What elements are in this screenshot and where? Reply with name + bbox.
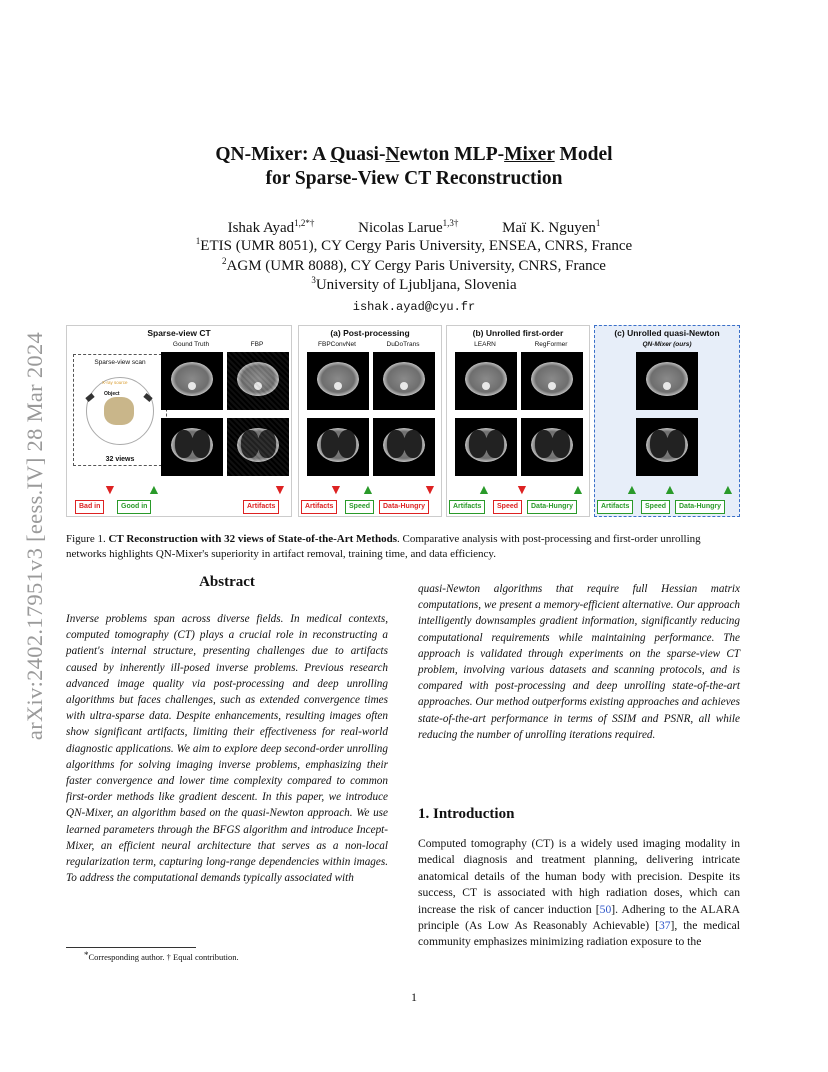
ct-image-ground-truth-chest	[161, 418, 223, 476]
panel-title: (c) Unrolled quasi-Newton	[614, 328, 720, 338]
column-label: QN-Mixer (ours)	[642, 341, 692, 348]
tag-speed: Speed	[641, 500, 670, 514]
abstract-text-right: quasi-Newton algorithms that require full Hessian matrix computations, we present a memory-efficient alternative. Our approach intelligently downsamples gradient information, significantly reducing computational requirements while maintaining performance. The approach is validated through experiments on the sparse-view CT problem, involving various datasets and scanning protocols, and is compared with post-processing and deep unrolling state-of-the-art approaches. Our method outperforms existing approaches and achieves state-of-the-art performance in terms of SSIM and PSNR, all while reducing the number of unrolling iterations required.	[418, 583, 740, 741]
object-icon	[104, 397, 134, 425]
panel-title: (b) Unrolled first-order	[472, 328, 564, 338]
ct-image-ground-truth-pelvis	[161, 352, 223, 410]
column-label: DuDoTrans	[386, 341, 420, 348]
ct-image-learn-pelvis	[455, 352, 517, 410]
figure-1	[66, 323, 742, 518]
tag-speed: Speed	[345, 500, 374, 514]
tag-data-hungry: Data-Hungry	[527, 500, 577, 514]
abstract-heading: Abstract	[199, 574, 255, 590]
tag-good-in: Good in	[117, 500, 151, 514]
xray-source-label: X-ray source	[102, 380, 128, 385]
author: Ishak Ayad$^{1,2*\dagger}$	[227, 218, 315, 236]
column-label: RegFormer	[534, 341, 568, 348]
arrow-down-icon: ▼	[329, 481, 343, 497]
tag-data-hungry: Data-Hungry	[379, 500, 429, 514]
figure-caption: Figure 1. CT Reconstruction with 32 views of State-of-the-Art Methods. Comparative analysis with post-processing and first-order unrolling networks highlights QN-Mixer's superiority in artifact removal, training time, and data efficiency.	[66, 533, 701, 560]
tag-speed: Speed	[493, 500, 522, 514]
author: Nicolas Larue$^{1,3\dagger}$	[358, 218, 459, 236]
affiliation: $^3$University of Ljubljana, Slovenia	[311, 275, 517, 293]
author-list	[100, 220, 728, 237]
ct-image-fbp-pelvis	[227, 352, 289, 410]
arrow-down-icon: ▼	[423, 481, 437, 497]
ct-image-fbpconvnet-pelvis	[307, 352, 369, 410]
panel-unrolled-quasi-newton	[594, 325, 740, 517]
footnote-rule	[66, 947, 196, 948]
page-number: 1	[411, 990, 417, 1004]
abstract-text-left: Inverse problems span across diverse fields. In medical contexts, computed tomography (CT) plays a crucial role in reconstructing a patient's internal structure, presenting challenges due to artifacts caused by inherently ill-posed inverse problems. Previous research advanced image quality via post-processing and deep unrolling algorithms but faces challenges, such as extended convergence times with ultra-sparse data. Despite enhancements, resulting images often show significant artifacts, limiting their effectiveness for real-world diagnostic applications. We aim to explore deep second-order unrolling algorithms for solving imaging inverse problems, emphasizing their faster convergence and lower time complexity compared to common first-order methods like gradient descent. In this paper, we introduce QN-Mixer, an algorithm based on the quasi-Newton approach. We use learned parameters through the BFGS algorithm and introduce Incept-Mixer, an efficient neural architecture that serves as a non-local regularization term, capturing long-range dependencies within images. To address the computational demands typically associated with	[66, 613, 388, 885]
arrow-up-icon: ▲	[663, 481, 677, 497]
arrow-down-icon: ▼	[273, 481, 287, 497]
affiliation: $^1$ETIS (UMR 8051), CY Cergy Paris University, ENSEA, CNRS, France	[195, 236, 633, 254]
tag-artifacts: Artifacts	[243, 500, 279, 514]
arxiv-identifier: arXiv:2402.17951v3 [eess.IV] 28 Mar 2024	[22, 331, 47, 741]
ct-image-qn-mixer-pelvis	[636, 352, 698, 410]
tag-artifacts: Artifacts	[301, 500, 337, 514]
arrow-up-icon: ▲	[477, 481, 491, 497]
column-label: Gound Truth	[172, 341, 210, 348]
arrow-down-icon: ▼	[515, 481, 529, 497]
scan-label: Sparse-view scan	[94, 359, 146, 366]
author-email[interactable]: ishak.ayad@cyu.fr	[352, 300, 476, 314]
arrow-up-icon: ▲	[147, 481, 161, 497]
section-heading-introduction: 1. Introduction	[418, 806, 515, 822]
panel-sparse-view	[66, 325, 292, 517]
tag-data-hungry: Data-Hungry	[675, 500, 725, 514]
ct-image-qn-mixer-chest	[636, 418, 698, 476]
paper-title: QN-Mixer: A Quasi-Newton MLP-Mixer Model for Sparse-View CT Reconstruction	[215, 144, 613, 189]
panel-post-processing	[298, 325, 442, 517]
introduction-text: Computed tomography (CT) is a widely used imaging modality in medical diagnosis and treatment planning, delivering intricate anatomical details of the human body with precision. Despite its success, CT is associated with high radiation doses, which can increase the risk of cancer induction [50]. Adhering to the ALARA principle (As Low As Reasonably Achievable) [37], the medical community emphasizes minimizing radiation exposure to the	[418, 837, 740, 949]
panel-title: (a) Post-processing	[330, 328, 410, 338]
affiliation: $^2$AGM (UMR 8088), CY Cergy Paris University, CNRS, France	[222, 256, 606, 274]
ct-image-fbpconvnet-chest	[307, 418, 369, 476]
ct-image-learn-chest	[455, 418, 517, 476]
ct-image-dudotrans-pelvis	[373, 352, 435, 410]
footnote: *Corresponding author. † Equal contribution.	[84, 950, 239, 962]
sparse-view-scan-diagram	[73, 354, 167, 466]
tag-artifacts: Artifacts	[449, 500, 485, 514]
author: Maï K. Nguyen$^1$	[502, 218, 601, 236]
ct-image-fbp-chest	[227, 418, 289, 476]
citation-link[interactable]: 37	[658, 919, 671, 933]
arrow-up-icon: ▲	[571, 481, 585, 497]
tag-artifacts: Artifacts	[597, 500, 633, 514]
tag-bad-in: Bad in	[75, 500, 104, 514]
panel-unrolled-first-order	[446, 325, 590, 517]
citation-link[interactable]: 50	[599, 902, 612, 916]
views-label: 32 views	[105, 456, 135, 463]
object-label: Object	[104, 391, 120, 397]
arrow-up-icon: ▲	[361, 481, 375, 497]
ct-image-regformer-chest	[521, 418, 583, 476]
panel-title: Sparse-view CT	[147, 328, 211, 338]
arrow-up-icon: ▲	[625, 481, 639, 497]
column-label: LEARN	[474, 341, 496, 348]
column-label: FBP	[250, 341, 264, 348]
column-label: FBPConvNet	[318, 341, 356, 348]
arrow-up-icon: ▲	[721, 481, 735, 497]
ct-image-regformer-pelvis	[521, 352, 583, 410]
arrow-down-icon: ▼	[103, 481, 117, 497]
ct-image-dudotrans-chest	[373, 418, 435, 476]
